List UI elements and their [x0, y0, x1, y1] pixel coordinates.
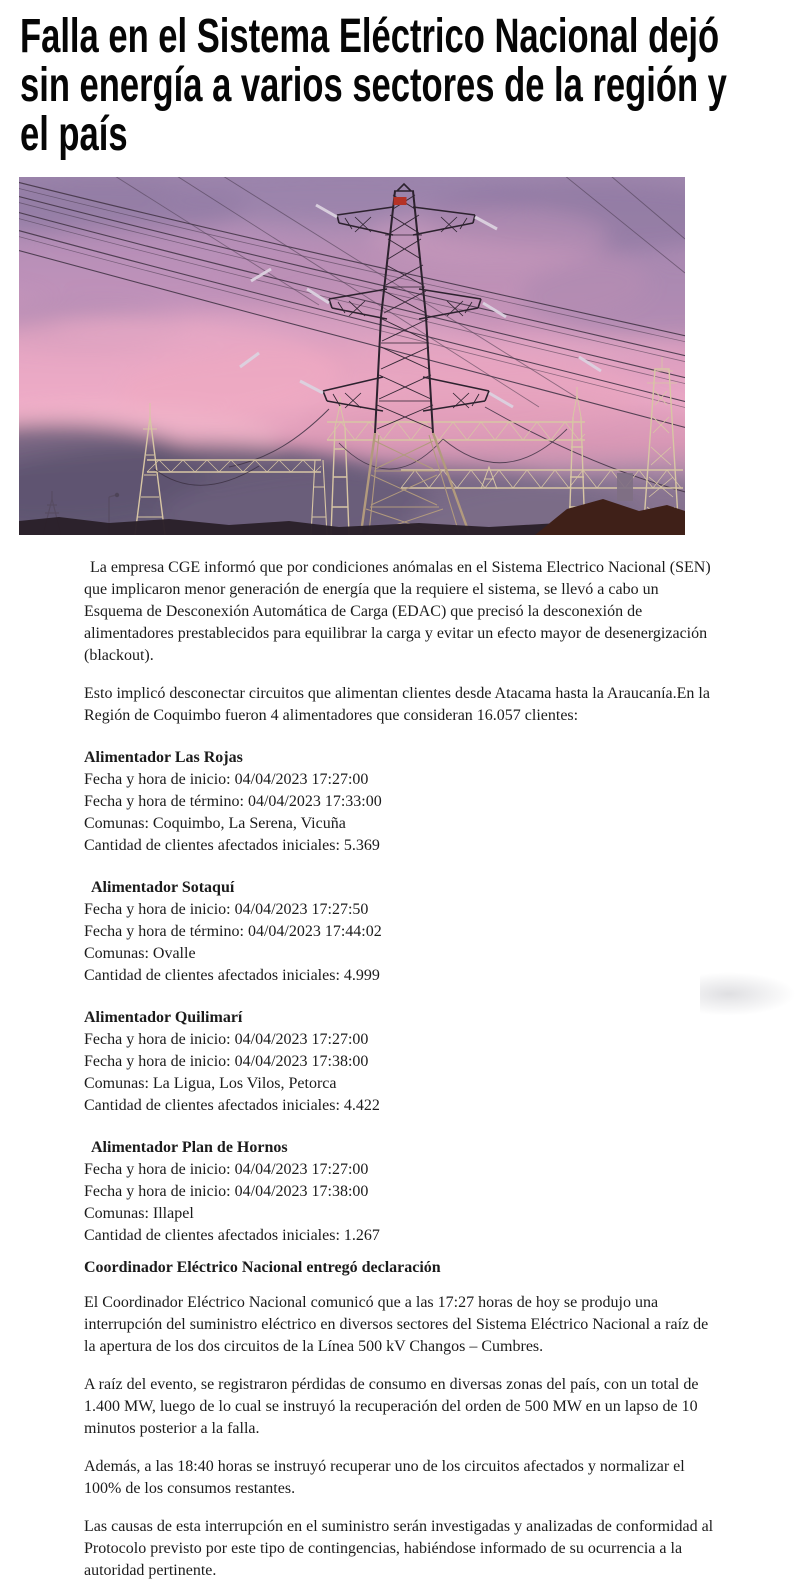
headline-line: el país — [20, 108, 128, 161]
feeder-line: Comunas: Illapel — [84, 1205, 194, 1222]
intro-paragraph: La empresa CGE informó que por condiciones anómalas en el Sistema Electrico Nacional (SEN) que implicaron menor generación de energía que la requiere el sistema, se llevó a cabo un Esquema de Desconexión Automática de Carga (EDAC) que precisó la desconexión de alimentadores prestablecidos para equilibrar la carga y evitar un efecto mayor de desenergización (blackout). — [84, 559, 711, 664]
feeder-section-sotaqui — [84, 877, 720, 987]
statement-subheading: Coordinador Eléctrico Nacional entregó declaración — [84, 1259, 441, 1276]
feeder-line: Cantidad de clientes afectados iniciales: 5.369 — [84, 837, 380, 854]
feeder-line: Comunas: Ovalle — [84, 945, 196, 962]
feeder-section-quilimari — [84, 1007, 720, 1117]
page-title — [20, 12, 798, 159]
feeder-title: Alimentador Quilimarí — [84, 1009, 243, 1026]
feeder-line: Fecha y hora de término: 04/04/2023 17:44:02 — [84, 923, 382, 940]
feeder-line: Fecha y hora de inicio: 04/04/2023 17:38:00 — [84, 1053, 369, 1070]
feeder-line: Cantidad de clientes afectados iniciales: 1.267 — [84, 1227, 380, 1244]
closing-paragraph: Además, a las 18:40 horas se instruyó recuperar uno de los circuitos afectados y normalizar el 100% de los consumos restantes. — [84, 1458, 685, 1497]
closing-paragraph: A raíz del evento, se registraron pérdidas de consumo en diversas zonas del país, con un total de 1.400 MW, luego de lo cual se instruyó la recuperación del orden de 500 MW en un lapso de 10 minutos posterior a la falla. — [84, 1376, 699, 1437]
headline-line: sin energía a varios sectores de la región y — [20, 59, 727, 112]
feeder-section-plan-de-hornos — [84, 1137, 720, 1247]
article-body — [84, 557, 720, 1581]
tower-red-marker — [394, 197, 407, 205]
feeder-line: Cantidad de clientes afectados iniciales: 4.999 — [84, 967, 380, 984]
headline-line: Falla en el Sistema Eléctrico Nacional dejó — [20, 10, 720, 63]
feeder-line: Fecha y hora de inicio: 04/04/2023 17:27:00 — [84, 771, 369, 788]
feeder-line: Cantidad de clientes afectados iniciales: 4.422 — [84, 1097, 380, 1114]
feeder-section-las-rojas — [84, 747, 720, 857]
closing-paragraph: Las causas de esta interrupción en el suministro serán investigadas y analizadas de conformidad al Protocolo previsto por este tipo de contingencias, habiéndose informado de su ocurrencia a la autoridad pertinente. — [84, 1518, 714, 1579]
feeder-title: Alimentador Sotaquí — [91, 879, 235, 896]
closing-paragraph: El Coordinador Eléctrico Nacional comunicó que a las 17:27 horas de hoy se produjo una interrupción del suministro eléctrico en diversos sectores del Sistema Eléctrico Nacional a raíz de la apertura de los dos circuitos de la Línea 500 kV Changos – Cumbres. — [84, 1294, 709, 1355]
intro-paragraph: Esto implicó desconectar circuitos que alimentan clientes desde Atacama hasta la Araucanía.En la Región de Coquimbo fueron 4 alimentadores que consideran 16.057 clientes: — [84, 685, 710, 724]
feeder-line: Fecha y hora de inicio: 04/04/2023 17:27:00 — [84, 1031, 369, 1048]
hero-image — [19, 177, 685, 535]
feeder-line: Fecha y hora de inicio: 04/04/2023 17:27:00 — [84, 1161, 369, 1178]
feeder-title: Alimentador Las Rojas — [84, 749, 243, 766]
feeder-title: Alimentador Plan de Hornos — [91, 1139, 288, 1156]
transmission-tower-sunset-illustration — [19, 177, 685, 535]
feeder-line: Fecha y hora de término: 04/04/2023 17:33:00 — [84, 793, 382, 810]
feeder-line: Comunas: Coquimbo, La Serena, Vicuña — [84, 815, 346, 832]
feeder-line: Fecha y hora de inicio: 04/04/2023 17:38:00 — [84, 1183, 369, 1200]
feeder-line: Comunas: La Ligua, Los Vilos, Petorca — [84, 1075, 337, 1092]
feeder-line: Fecha y hora de inicio: 04/04/2023 17:27:50 — [84, 901, 369, 918]
